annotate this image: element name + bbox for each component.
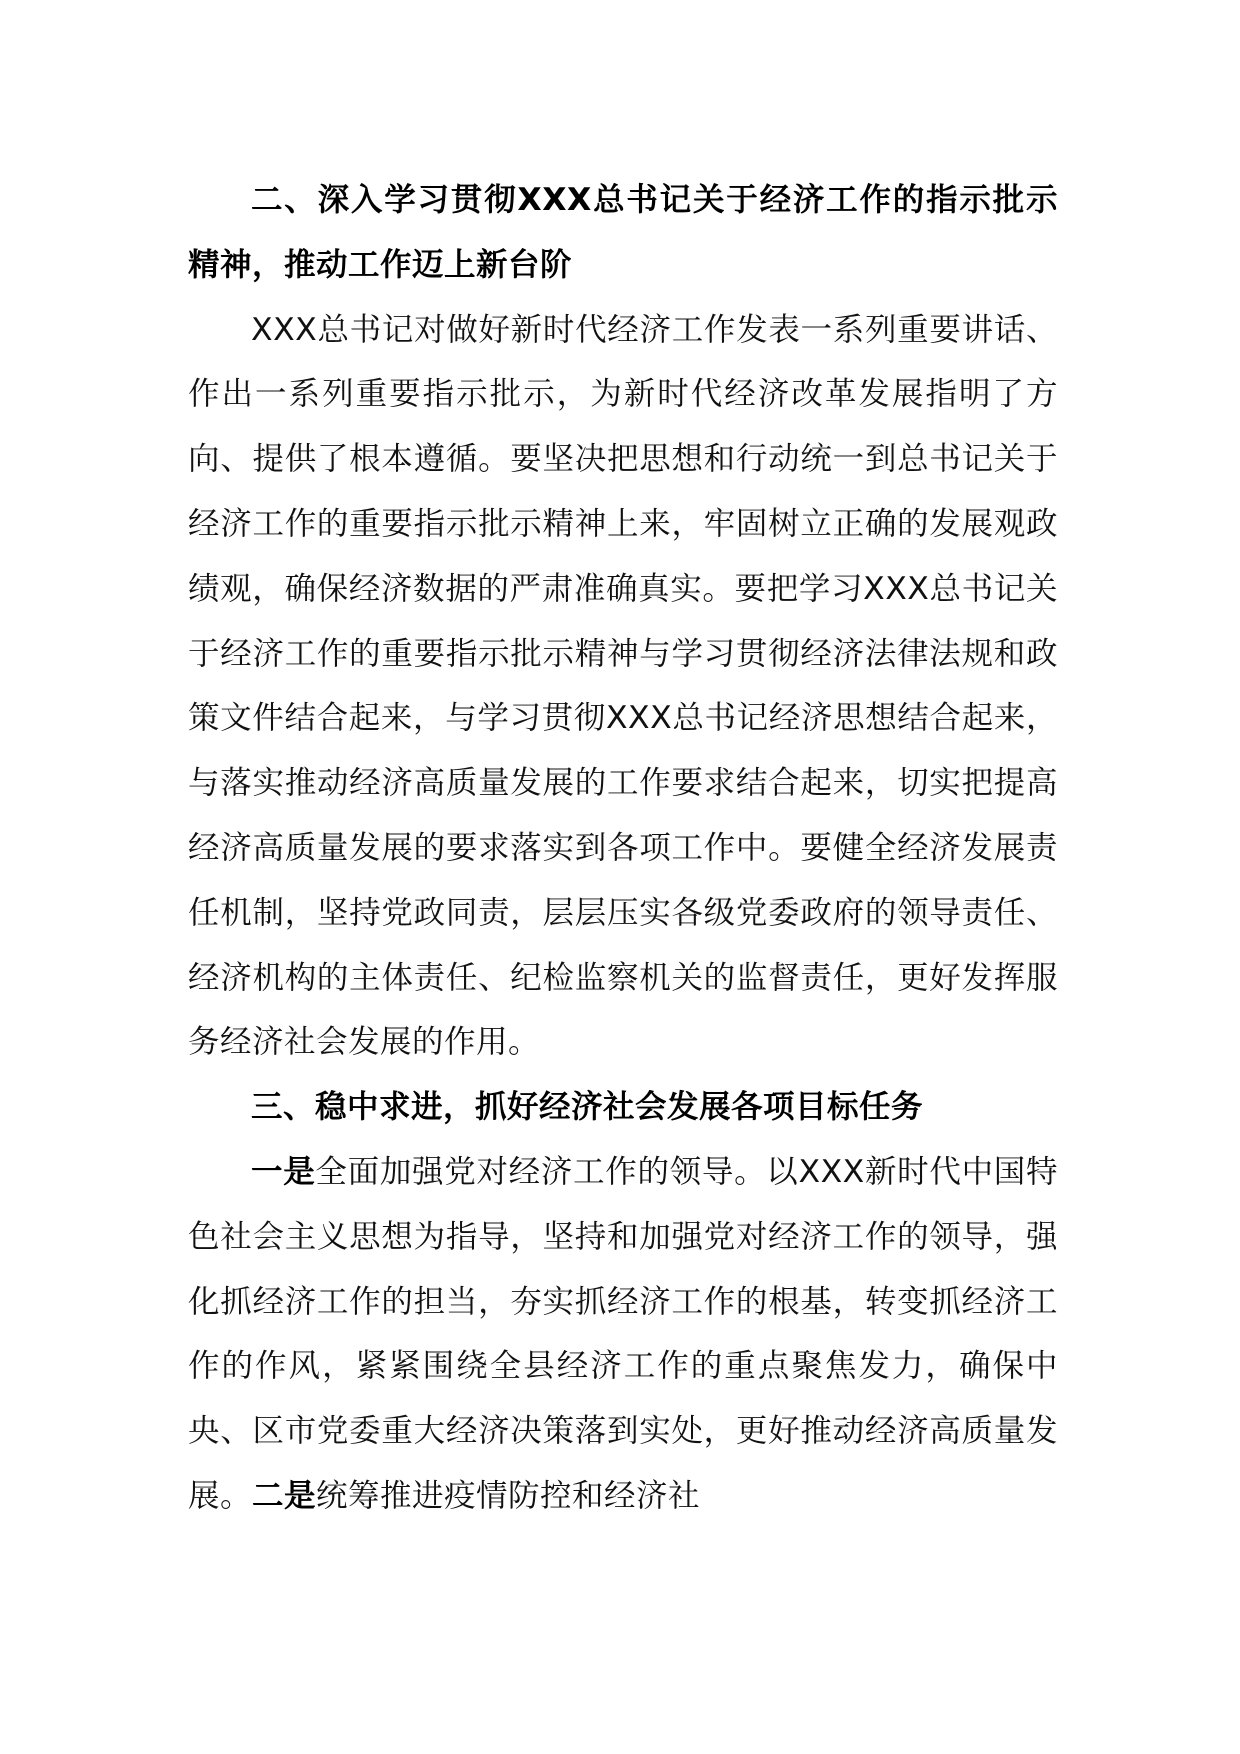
item-2-text: 统筹推进疫情防控和经济社 bbox=[316, 1477, 701, 1514]
item-2-lead: 二是 bbox=[252, 1477, 317, 1514]
section-3-heading: 三、稳中求进，抓好经济社会发展各项目标任务 bbox=[251, 1089, 924, 1126]
item-1-lead: 一是 bbox=[251, 1153, 316, 1190]
document-body bbox=[188, 168, 1058, 1529]
section-3-paragraph bbox=[188, 1140, 1058, 1529]
section-2-paragraph: XXX总书记对做好新时代经济工作发表一系列重要讲话、作出一系列重要指示批示，为新时代经济改革发展指明了方向、提供了根本遵循。要坚决把思想和行动统一到总书记关于经济工作的重要指示批示精神上来，牢固树立正确的发展观政绩观，确保经济数据的严肃准确真实。要把学习XXX总书记关于经济工作的重要指示批示精神与学习贯彻经济法律法规和政策文件结合起来，与学习贯彻XXX总书记经济思想结合起来，与落实推动经济高质量发展的工作要求结合起来，切实把提高经济高质量发展的要求落实到各项工作中。要健全经济发展责任机制，坚持党政同责，层层压实各级党委政府的领导责任、经济机构的主体责任、纪检监察机关的监督责任，更好发挥服务经济社会发展的作用。 bbox=[188, 311, 1058, 1061]
section-2-heading: 二、深入学习贯彻XXX总书记关于经济工作的指示批示精神，推动工作迈上新台阶 bbox=[188, 182, 1058, 283]
item-1-text: 全面加强党对经济工作的领导。以XXX新时代中国特色社会主义思想为指导，坚持和加强党对经济工作的领导，强化抓经济工作的担当，夯实抓经济工作的根基，转变抓经济工作的作风，紧紧围绕全县经济工作的重点聚焦发力，确保中央、区市党委重大经济决策落到实处，更好推动经济高质量发展。 bbox=[188, 1153, 1058, 1514]
